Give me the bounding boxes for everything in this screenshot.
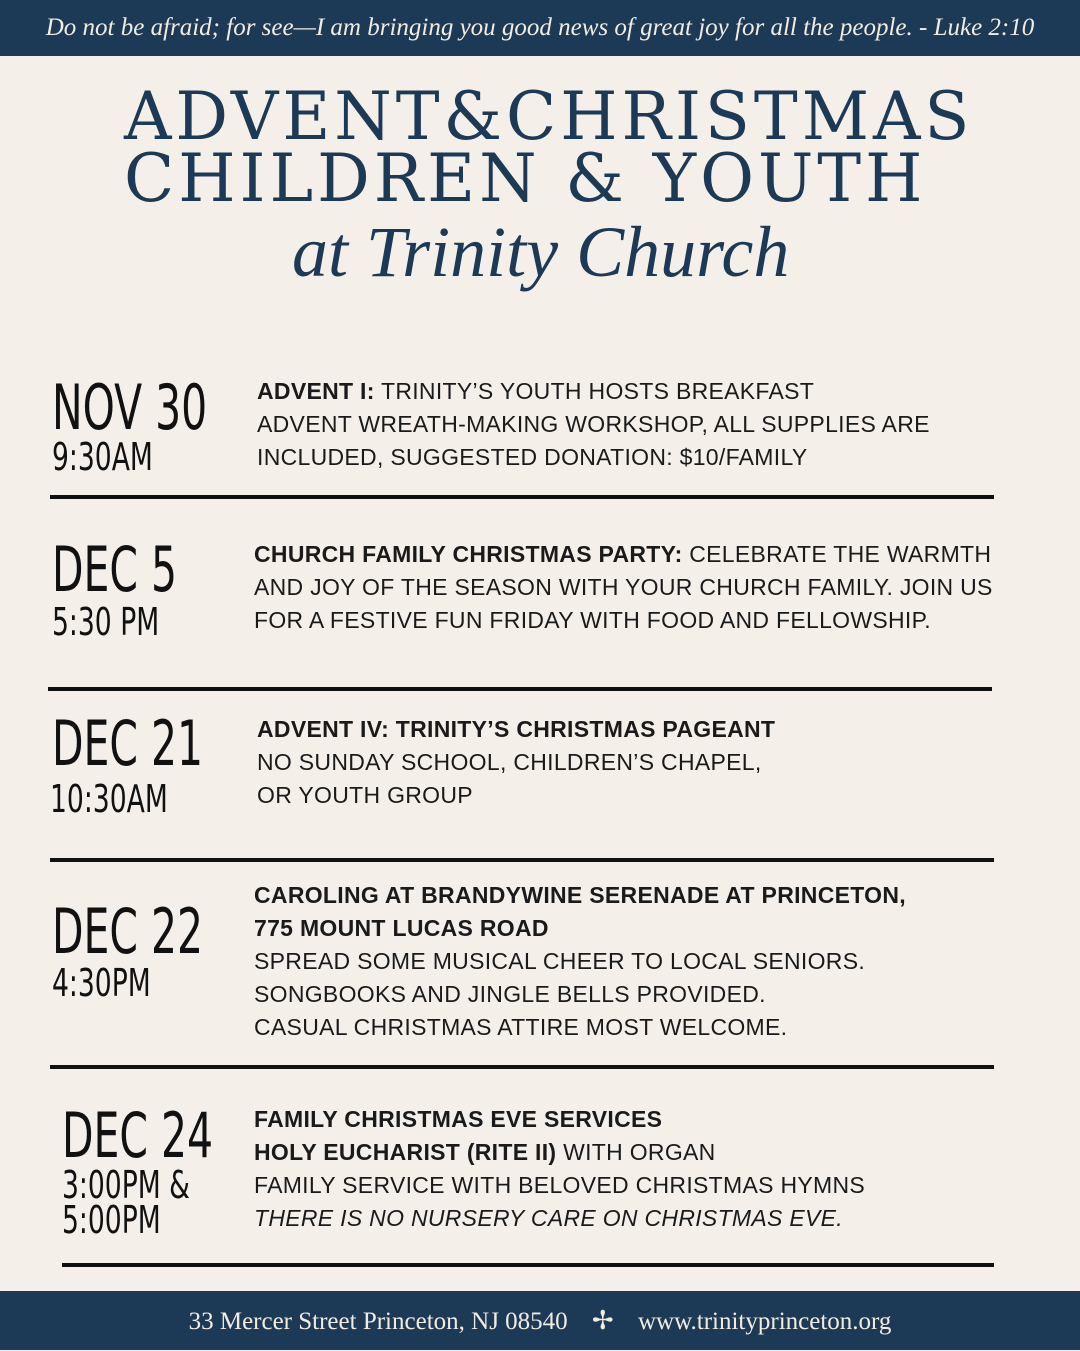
event-description bbox=[254, 1103, 865, 1235]
divider bbox=[48, 687, 992, 691]
divider bbox=[62, 1263, 994, 1267]
divider bbox=[50, 858, 994, 862]
event-detail-line: OR YOUTH GROUP bbox=[257, 782, 473, 808]
event-time: 9:30AM bbox=[52, 435, 153, 479]
event-date: DEC 24 bbox=[62, 1099, 214, 1172]
event-detail-line: NO SUNDAY SCHOOL, CHILDREN’S CHAPEL, bbox=[257, 749, 762, 775]
event-detail-line: SPREAD SOME MUSICAL CHEER TO LOCAL SENIORS. bbox=[254, 948, 866, 974]
event-title: CHURCH FAMILY CHRISTMAS PARTY: bbox=[254, 541, 683, 567]
event-time: 3:00PM & bbox=[62, 1163, 190, 1207]
divider bbox=[50, 495, 994, 499]
title-subtitle: at Trinity Church bbox=[292, 212, 790, 292]
event-time: 10:30AM bbox=[50, 777, 168, 821]
event-title-line-2: 775 MOUNT LUCAS ROAD bbox=[254, 915, 549, 941]
cross-icon: ✢ bbox=[591, 1306, 614, 1335]
event-time-line-2: 5:00PM bbox=[62, 1198, 161, 1242]
event-title: ADVENT IV: TRINITY’S CHRISTMAS PAGEANT bbox=[257, 716, 776, 742]
event-title: ADVENT I: bbox=[257, 378, 375, 404]
footer-website[interactable]: www.trinityprinceton.org bbox=[637, 1308, 892, 1335]
event-description bbox=[257, 375, 930, 474]
event-detail-line: AND JOY OF THE SEASON WITH YOUR CHURCH FAMILY. JOIN US bbox=[254, 574, 993, 600]
event-description bbox=[254, 538, 993, 637]
event-date: NOV 30 bbox=[52, 371, 208, 444]
event-title: CAROLING AT BRANDYWINE SERENADE AT PRINCETON, bbox=[254, 882, 906, 908]
event-title-rest: TRINITY’S YOUTH HOSTS BREAKFAST bbox=[374, 378, 815, 404]
footer-address: 33 Mercer Street Princeton, NJ 08540 bbox=[188, 1308, 568, 1335]
event-time: 5:30 PM bbox=[52, 600, 160, 644]
event-title: FAMILY CHRISTMAS EVE SERVICES bbox=[254, 1106, 663, 1132]
event-detail-line: INCLUDED, SUGGESTED DONATION: $10/FAMILY bbox=[257, 444, 808, 470]
scripture-verse: Do not be afraid; for see—I am bringing you good news of great joy for all the people. - Luke 2:10 bbox=[45, 14, 1035, 41]
event-detail-line: FAMILY SERVICE WITH BELOVED CHRISTMAS HYMNS bbox=[254, 1172, 866, 1198]
footer-banner bbox=[0, 1291, 1080, 1350]
event-title-rest: WITH ORGAN bbox=[556, 1139, 716, 1165]
event-detail-line: CASUAL CHRISTMAS ATTIRE MOST WELCOME. bbox=[254, 1014, 788, 1040]
event-date: DEC 21 bbox=[52, 707, 204, 780]
event-note: THERE IS NO NURSERY CARE ON CHRISTMAS EVE. bbox=[254, 1205, 843, 1231]
title-line-1: ADVENT&CHRISTMAS bbox=[124, 78, 974, 155]
title-line-2: CHILDREN & YOUTH bbox=[124, 140, 927, 217]
verse-banner bbox=[0, 0, 1080, 56]
event-date: DEC 22 bbox=[52, 895, 204, 968]
event-title-rest: CELEBRATE THE WARMTH bbox=[682, 541, 992, 567]
event-time: 4:30PM bbox=[52, 961, 151, 1005]
event-title-line-2: HOLY EUCHARIST (RITE II) bbox=[254, 1139, 557, 1165]
event-date: DEC 5 bbox=[52, 533, 177, 606]
event-detail-line: ADVENT WREATH-MAKING WORKSHOP, ALL SUPPLIES ARE bbox=[257, 411, 930, 437]
event-detail-line: FOR A FESTIVE FUN FRIDAY WITH FOOD AND FELLOWSHIP. bbox=[254, 607, 931, 633]
event-description bbox=[257, 713, 775, 812]
divider bbox=[50, 1065, 994, 1069]
event-detail-line: SONGBOOKS AND JINGLE BELLS PROVIDED. bbox=[254, 981, 766, 1007]
event-description bbox=[254, 879, 906, 1044]
